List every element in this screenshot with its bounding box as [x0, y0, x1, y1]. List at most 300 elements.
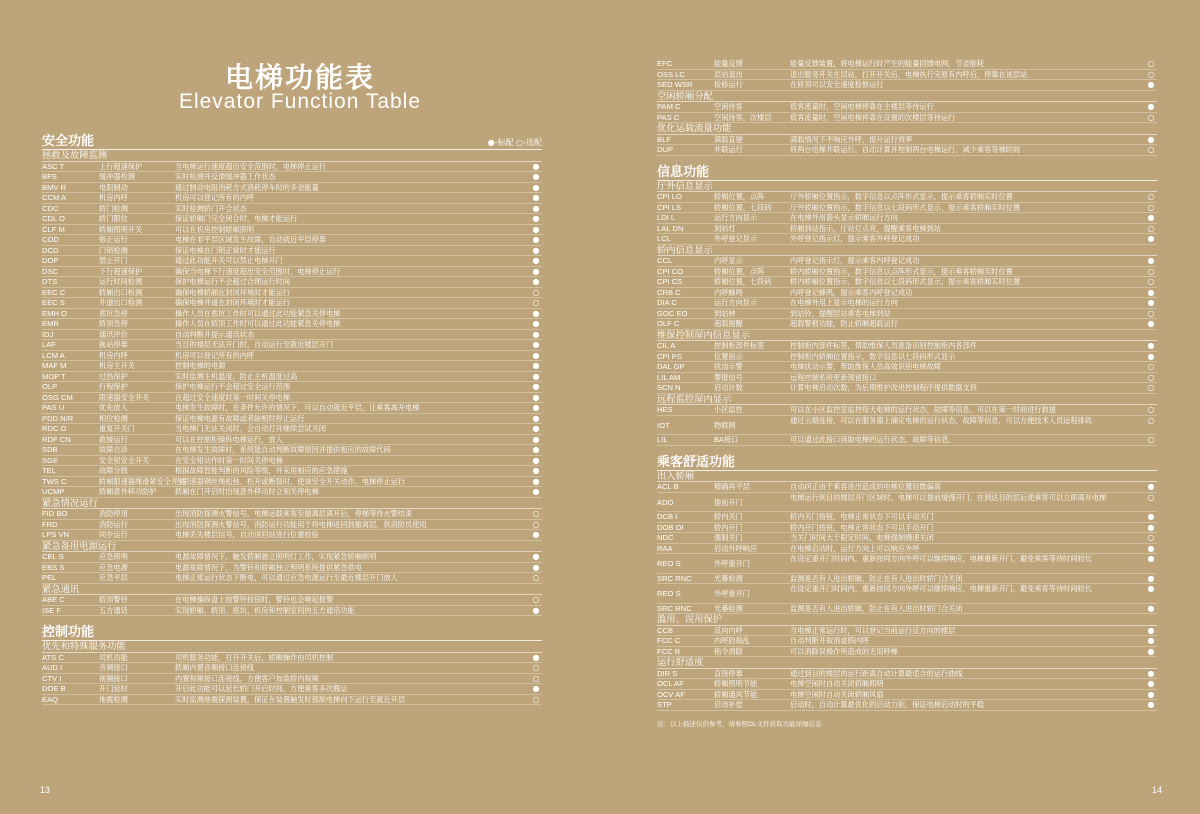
table-row [42, 193, 542, 204]
function-description: 在电梯外用箭头显示轿厢运行方向 [790, 213, 898, 222]
availability-mark: ● [1147, 319, 1155, 328]
table-row [42, 340, 542, 351]
table-row [657, 669, 1157, 680]
function-description: 在设定重开门时间内，重新按同方向外呼可以继续响应，电梯重新开门，避免乘客等待时间较长 [790, 554, 1092, 563]
function-code: EAQ [42, 694, 59, 704]
function-name: 启动补偿 [714, 700, 743, 709]
function-description: 监测是否有人进出轿厢，防止在有人进出时轿门合关闭 [790, 603, 963, 613]
function-description: 能量反馈装置，将电梯运行时产生的能量回馈电网，节省能耗 [790, 59, 985, 68]
function-description: 可以在小区监控室监控每天电梯的运行状态，故障等信息，可以在第一时间进行救援 [790, 405, 1056, 414]
function-code: LPS VN [42, 530, 70, 539]
function-code: DTS [42, 277, 58, 286]
function-description: 内呼登记指示灯，提示乘客内呼登记成功 [790, 256, 920, 265]
function-code: SRC RNC [657, 603, 692, 613]
table-row [657, 288, 1157, 299]
function-name: 修正运行 [99, 235, 128, 244]
availability-mark: ● [532, 487, 540, 496]
function-code: EEC C [42, 287, 66, 297]
function-name: 下行超速保护 [99, 266, 143, 276]
availability-mark: ● [532, 476, 540, 486]
function-code: PDD N/R [42, 413, 74, 423]
availability-mark: ○ [532, 673, 540, 683]
function-name: 上行超速保护 [99, 161, 143, 171]
availability-mark: ● [532, 382, 540, 391]
table-row [42, 456, 542, 467]
function-name: 司机功能 [99, 652, 128, 662]
function-code: BLF [657, 134, 671, 144]
availability-mark: ● [1147, 512, 1155, 521]
function-code: CPI CO [657, 266, 684, 276]
page-title-cn: 电梯功能表 [224, 61, 375, 94]
availability-mark: ○ [1147, 362, 1155, 371]
table-row [657, 626, 1157, 637]
function-code: PAS C [657, 112, 680, 122]
function-description: 电梯空闲时自动关闭轿厢风扇 [790, 689, 884, 699]
table-row [657, 267, 1157, 278]
table-row [657, 256, 1157, 267]
subsection-heading: 运行舒适度 [657, 657, 1157, 669]
table-row [657, 70, 1157, 81]
table-row [657, 636, 1157, 647]
availability-mark: ● [532, 684, 540, 693]
availability-mark: ● [1147, 554, 1155, 563]
table-row [42, 695, 542, 706]
function-description: 内置视频接口连接线，方便客户加装轿内视频 [175, 673, 319, 683]
availability-mark: ● [532, 413, 540, 423]
function-code: LCM A [42, 350, 65, 360]
table-row [657, 224, 1157, 235]
function-description: 可以在机房控制轿厢照明 [175, 224, 255, 234]
function-description: 轿厢内置音频接口连接线 [175, 663, 255, 672]
table-row [42, 414, 542, 425]
table-row [42, 403, 542, 414]
table-row [42, 466, 542, 477]
availability-mark: ● [1147, 603, 1155, 613]
function-name: 救援运行 [99, 434, 128, 444]
availability-mark: ● [1147, 584, 1155, 593]
function-description: 保证轿厢门完全闭合时，电梯才能运行 [175, 214, 298, 223]
legend: ●-标配 ○-选配 [487, 138, 542, 147]
function-name: 反向内呼 [714, 625, 743, 635]
table-row [657, 383, 1157, 394]
table-row [42, 382, 542, 393]
table-row [42, 319, 542, 330]
function-code: CCL [657, 256, 673, 265]
availability-mark: ● [1147, 679, 1155, 688]
function-code: CEL S [42, 552, 64, 561]
table-row [657, 309, 1157, 320]
availability-mark: ○ [532, 519, 540, 529]
page-number-left: 13 [40, 785, 51, 795]
function-code: DAL GP [657, 362, 685, 371]
function-description: 当电梯运行速度超出安全范围时，电梯停止运行 [175, 161, 326, 171]
table-row [42, 204, 542, 215]
function-description: 在电梯外用上显示电梯的运行方向 [790, 298, 898, 307]
function-code: DOE B [42, 684, 66, 693]
section-heading [657, 454, 1157, 471]
function-name: 控制柜部件标签 [714, 341, 765, 350]
availability-mark: ● [532, 371, 540, 381]
function-code: CPI CS [657, 277, 683, 286]
function-code: NDC [657, 533, 674, 542]
subsection-heading: 紧急备用电源运行 [42, 541, 542, 553]
table-row [657, 690, 1157, 701]
function-description: 保证电梯在门锁正常时才能运行 [175, 245, 276, 255]
function-name: 空闲待客，次楼层 [714, 112, 772, 122]
availability-mark: ○ [1147, 266, 1155, 276]
table-row [657, 135, 1157, 146]
function-code: IOT [657, 420, 670, 430]
function-code: OCV AF [657, 689, 685, 699]
availability-mark: ● [1147, 543, 1155, 553]
availability-mark: ● [532, 256, 540, 265]
function-code: ADO [657, 497, 674, 507]
function-description: 电源故障情况下，为警铃和轿厢独立照明系统提供紧急供电 [175, 562, 362, 572]
function-name: 检修运行 [714, 80, 743, 89]
availability-mark: ● [532, 340, 540, 349]
function-description: 通过云端连接，可以在服务器上确定电梯的运行状态，故障等信息，可以方便技术人员远程排故 [790, 415, 1092, 425]
function-description: 满载情况下不响应外呼，提升运行效率 [790, 134, 913, 144]
function-code: CTV I [42, 673, 62, 683]
function-code: COD [42, 235, 59, 244]
function-name: 优先放人 [99, 403, 128, 412]
table-row [42, 477, 542, 488]
function-code: EMH O [42, 308, 67, 318]
function-code: ISE F [42, 605, 61, 615]
function-name: BA接口 [714, 435, 739, 444]
subsection-heading: 空闲轿厢分配 [657, 91, 1157, 103]
function-name: 轿门检测 [99, 203, 128, 213]
table-row [657, 523, 1157, 534]
availability-mark: ○ [1147, 383, 1155, 392]
table-row [657, 482, 1157, 493]
availability-mark: ● [532, 224, 540, 234]
table-row [42, 298, 542, 309]
function-name: 换站停靠 [99, 340, 128, 349]
function-code: FCC R [657, 646, 681, 656]
function-name: 电阻制动 [99, 182, 128, 192]
function-description: 退出服务开关在层站，打开开关后，电梯执行完原有内呼后，停靠在该层站 [790, 69, 1028, 79]
subsection-heading: 维保控制屏内信息显示 [657, 330, 1157, 342]
function-name: 内呼防捣乱 [714, 636, 750, 645]
function-description: 电梯运行到目的楼层开门区域时，电梯可以提前缓慢开门，在到达目的层后使乘客可以立即离开电梯 [790, 492, 1107, 502]
function-description: 启动时，自动计算最优化的启动力矩，保证电梯启动时的平稳 [790, 700, 985, 709]
function-description: 轿厢在门开启时出现意外移动时立刻关停电梯 [175, 487, 319, 496]
function-description: 在轿顶可以安全速度检修运行 [790, 80, 884, 89]
table-row [657, 145, 1157, 156]
function-description: 自动纠正由于乘客进出造成的电梯位置轻微偏离 [790, 482, 941, 491]
function-description: 实时监测主机温度，防止主机温度过高 [175, 371, 298, 381]
function-name: 地震检测 [99, 694, 128, 704]
table-row [42, 309, 542, 320]
function-description: 厅外轿厢位置指示，数字信息以七段码形式显示，提示乘客轿厢实时位置 [790, 202, 1021, 212]
availability-mark: ● [1147, 646, 1155, 656]
function-name: 限速器安全开关 [99, 392, 150, 402]
table-row [657, 277, 1157, 288]
function-description: 确保当电梯下行速度超出安全范围时，电梯停止运行 [175, 266, 341, 276]
function-code: SRC RNC [657, 573, 692, 583]
table-row [42, 424, 542, 435]
function-name: 过热保护 [99, 371, 128, 381]
subsection-heading: 优先和特殊服务功能 [42, 641, 542, 653]
function-code: AUD I [42, 663, 63, 672]
availability-mark: ● [1147, 234, 1155, 243]
function-description: 监测是否有人进出轿厢，防止在有人进出时轿门合关闭 [790, 573, 963, 583]
function-code: OSS LC [657, 69, 685, 79]
table-row [657, 493, 1157, 513]
function-code: PAM C [657, 102, 681, 111]
function-code: OLP [42, 382, 58, 391]
availability-mark: ○ [1147, 223, 1155, 233]
function-code: CCB [657, 625, 674, 635]
function-code: REO S [657, 589, 681, 598]
function-name: 重复开关门 [99, 424, 135, 433]
table-row [657, 405, 1157, 416]
table-row [657, 341, 1157, 352]
table-row [42, 552, 542, 563]
function-code: LAL DN [657, 223, 684, 233]
availability-mark: ● [532, 172, 540, 181]
function-code: ASC T [42, 161, 65, 171]
function-code: CPI LO [657, 192, 682, 201]
page-title-en: Elevator Function Table [178, 90, 422, 113]
availability-mark: ○ [1147, 202, 1155, 212]
table-row [657, 700, 1157, 711]
function-name: 内呼蜂鸣 [714, 287, 743, 297]
function-name: 开门延时 [99, 684, 128, 693]
availability-mark: ● [1147, 482, 1155, 491]
function-code: STP [657, 700, 672, 709]
function-code: LDI L [657, 213, 676, 222]
function-description: 轿厢到站指示，厅站灯点亮，提醒乘客电梯到站 [790, 223, 941, 233]
page-number-right: 14 [1151, 785, 1162, 795]
function-code: DUP [657, 145, 674, 154]
function-name: 超载提醒 [714, 319, 743, 328]
function-name: 精确再平层 [714, 482, 750, 491]
function-name: 行程保护 [99, 382, 128, 391]
function-code: MOP T [42, 371, 66, 381]
table-row [657, 319, 1157, 330]
availability-mark: ○ [1147, 308, 1155, 318]
availability-mark: ● [532, 266, 540, 276]
table-row [657, 352, 1157, 363]
function-code: DOB OI [657, 522, 684, 532]
function-name: 轿顶急停 [99, 319, 128, 328]
function-name: 轿厢位置，七段码 [714, 277, 772, 286]
table-row [42, 563, 542, 574]
function-name: 故障自诊 [99, 445, 128, 454]
function-code: PEL [42, 573, 57, 582]
table-row [42, 288, 542, 299]
function-name: 光幕检测 [714, 603, 743, 613]
table-row [657, 574, 1157, 585]
function-description: 电梯正常运行状态下断电，可以通过应急电源运行至最近楼层开门放人 [175, 573, 398, 582]
function-description: 实时检测并反馈缓冲器工作状态 [175, 172, 276, 181]
table-row [657, 373, 1157, 384]
function-description: 远程控制系统更新预留接口 [790, 372, 877, 382]
table-row [42, 509, 542, 520]
table-row [42, 214, 542, 225]
function-description: 控制柜内轿厢位置指示，数字信息以七段码形式显示 [790, 351, 956, 361]
function-name: 轿厢照明节能 [714, 679, 758, 688]
function-description: 厅外轿厢位置指示，数字信息以点阵形式显示，提示乘客轿厢实时位置 [790, 192, 1013, 201]
availability-mark: ● [532, 530, 540, 539]
function-name: 轿厢限速器绳滑紧安全开关 [99, 476, 186, 486]
function-description: 超载警报功能，防止轿厢超载运行 [790, 319, 898, 328]
function-code: OCL AF [657, 679, 684, 688]
function-description: 在电梯发生故障时，系统能自动判断故障原因并提供相应的故障代码 [175, 445, 391, 454]
table-row [42, 351, 542, 362]
table-row [42, 520, 542, 531]
function-code: CDC [42, 203, 59, 213]
function-description: 保护电梯运行不会超过安全运行范围 [175, 382, 291, 391]
function-code: SCN N [657, 383, 681, 392]
function-code: DIA C [657, 298, 677, 307]
function-name: 机房内呼 [99, 193, 128, 202]
availability-mark: ● [532, 424, 540, 433]
availability-mark: ● [1147, 351, 1155, 361]
table-row [42, 393, 542, 404]
function-code: OSG CM [42, 392, 73, 402]
table-row [657, 213, 1157, 224]
function-code: OLF C [657, 319, 680, 328]
function-name: 空闲待客 [714, 102, 743, 111]
function-description: 电梯在非平层区域发生故障，自动就近平层停靠 [175, 235, 326, 244]
table-row [42, 674, 542, 685]
function-code: RDF CN [42, 434, 71, 444]
function-name: 轿内开门 [714, 522, 743, 532]
function-description: 当电梯门无法关闭时，会自动打开继续尝试关闭 [175, 424, 326, 433]
function-description: 保证电梯电源有故障或者缺相时停止运行 [175, 413, 305, 423]
availability-mark: ● [1147, 256, 1155, 265]
function-name: 应急平层 [99, 573, 128, 582]
availability-mark: ● [1147, 213, 1155, 222]
table-row [42, 225, 542, 236]
table-row [657, 113, 1157, 124]
availability-mark: ○ [1147, 192, 1155, 201]
table-row [42, 595, 542, 606]
availability-mark: ○ [1147, 69, 1155, 79]
function-code: LIL AM [657, 372, 681, 382]
function-description: 电梯空闲时自动关闭轿厢照明 [790, 679, 884, 688]
subsection-heading: 拯救及故障监测 [42, 150, 542, 162]
function-code: HES [657, 405, 673, 414]
function-description: 通过制动电阻消耗方式消耗停车时的多余能量 [175, 182, 319, 192]
function-name: 安全钳安全开关 [99, 455, 150, 465]
function-name: 底坑急停 [99, 308, 128, 318]
table-row [42, 573, 542, 584]
table-row [42, 246, 542, 257]
table-row [657, 554, 1157, 574]
table-row [42, 530, 542, 541]
function-name: 直接停靠 [714, 668, 743, 678]
availability-mark: ● [1147, 134, 1155, 144]
table-row [657, 604, 1157, 615]
function-description: 低客流量时，空闲电梯停靠在主楼层等待运行 [790, 102, 934, 111]
availability-mark: ● [532, 466, 540, 475]
function-name: 轿厢照明开关 [99, 224, 143, 234]
function-code: DCD [42, 245, 59, 255]
function-name: 外呼重开门 [714, 589, 750, 598]
table-row [657, 533, 1157, 544]
function-code: DOP [42, 256, 59, 265]
function-name: 轿厢位置，七段码 [714, 202, 772, 212]
function-code: REO S [657, 559, 681, 568]
availability-mark: ○ [1147, 145, 1155, 154]
table-row [657, 435, 1157, 446]
function-description: 保护电梯运行不会超过合理运行时间 [175, 277, 291, 286]
table-row [657, 298, 1157, 309]
function-code: MAF M [42, 361, 67, 370]
availability-mark: ● [532, 161, 540, 171]
function-code: SDB [42, 445, 58, 454]
table-row [657, 203, 1157, 214]
function-description: 控制柜内部件标签，帮助维保人员准备识别控制柜内各部件 [790, 341, 977, 350]
right-column [657, 59, 1157, 728]
function-code: CLF M [42, 224, 65, 234]
function-name: 满载直驶 [714, 134, 743, 144]
function-description: 操作人员在底坑工作时可以通过此功能紧急关停电梯 [175, 308, 341, 318]
subsection-heading: 紧急情况运行 [42, 498, 542, 510]
table-row [42, 684, 542, 695]
function-name: 视频接口 [99, 673, 128, 683]
function-description: 内呼登记蜂鸣，提示乘客内呼登记成功 [790, 287, 913, 297]
availability-mark: ● [532, 308, 540, 318]
function-name: 应急照明 [99, 552, 128, 561]
function-name: 应急电源 [99, 562, 128, 572]
subsection-heading: 厅外信息显示 [657, 181, 1157, 193]
function-code: CRB C [657, 287, 681, 297]
function-description: 机房可以登记所有的内呼 [175, 193, 255, 202]
availability-mark: ● [1147, 341, 1155, 350]
availability-mark: ● [532, 329, 540, 339]
function-description: 可以在控制柜操纵电梯运行，放人 [175, 434, 283, 444]
table-row [42, 435, 542, 446]
availability-mark: ● [532, 203, 540, 213]
availability-mark: ● [532, 277, 540, 286]
function-name: 五方通话 [99, 605, 128, 615]
availability-mark: ○ [1147, 277, 1155, 286]
availability-mark: ○ [1147, 372, 1155, 382]
function-code: RAA [657, 543, 673, 553]
function-name: 消防停用 [99, 509, 128, 518]
function-description: 计算电梯启动次数，为后期维护改进控制程序提供数据支持 [790, 383, 977, 392]
function-name: 并联运行 [714, 145, 743, 154]
function-name: 通讯评价 [99, 329, 128, 339]
function-name: 轿厢通风节能 [714, 689, 758, 699]
table-row [42, 235, 542, 246]
function-name: 层站退出 [714, 69, 743, 79]
availability-mark: ● [532, 455, 540, 465]
availability-mark: ● [532, 245, 540, 255]
availability-mark: ● [1147, 636, 1155, 645]
function-description: 当目的楼层无法开门时，自动运行至就近楼层开门 [175, 340, 334, 349]
function-name: 机房主开关 [99, 361, 135, 370]
availability-mark: ○ [1147, 59, 1155, 68]
availability-mark: ○ [532, 595, 540, 604]
availability-mark: ○ [1147, 112, 1155, 122]
function-description: 通过此功能开关可以禁止电梯开门 [175, 256, 283, 265]
table-row [42, 256, 542, 267]
function-description: 根据故障智能判断的风险等级，并采用相应的应急措施 [175, 466, 348, 475]
function-description: 电源故障情况下，触发轿厢独立照明灯工作，实现紧急轿厢照明 [175, 552, 377, 561]
availability-mark: ● [1147, 298, 1155, 307]
left-column [42, 133, 542, 705]
availability-mark: ● [1147, 80, 1155, 89]
function-description: 自动判断并取消虚假内呼 [790, 636, 870, 645]
function-description: 可以消除误操作所造成的无用呼梯 [790, 646, 898, 656]
function-code: ATS C [42, 652, 64, 662]
